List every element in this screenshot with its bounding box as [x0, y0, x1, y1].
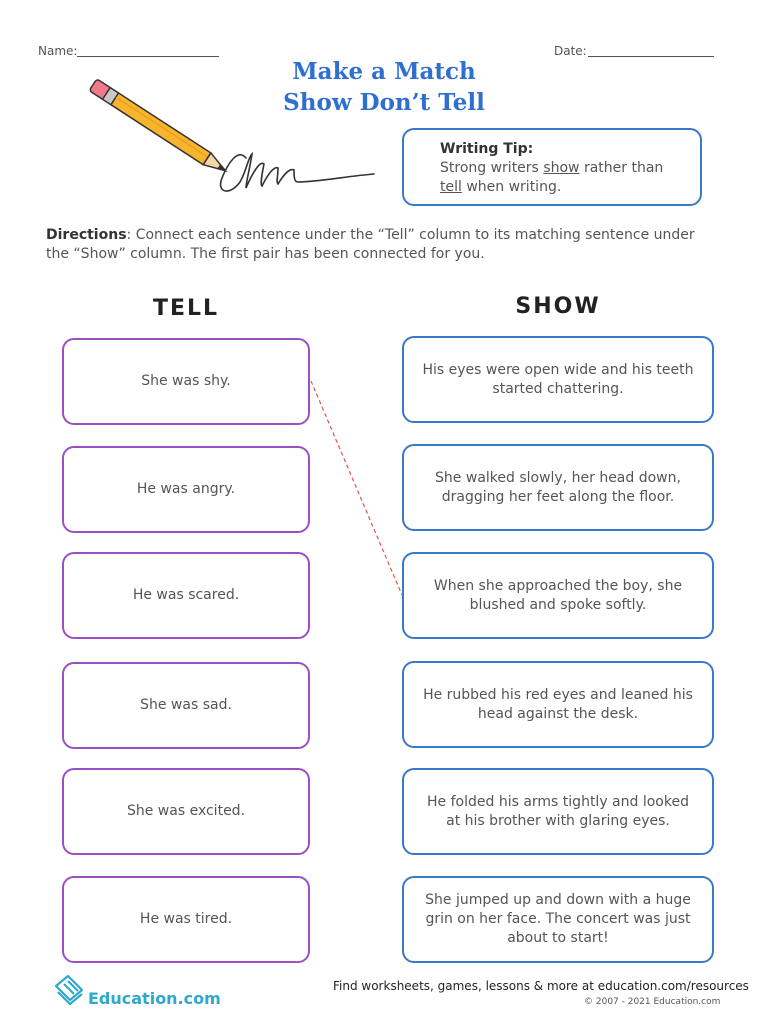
show-card-text: His eyes were open wide and his teeth started chattering.: [422, 361, 694, 397]
footer-resources[interactable]: Find worksheets, games, lessons & more at education.com/resources: [333, 979, 749, 993]
writing-tip-box: [402, 128, 702, 206]
directions-label: Directions: [46, 227, 127, 243]
tell-card[interactable]: [62, 768, 310, 855]
tell-card-text: He was angry.: [136, 481, 236, 497]
tip-show-word: show: [543, 160, 580, 176]
tip-line-1: [440, 159, 700, 178]
show-card[interactable]: [402, 444, 714, 531]
tip-text: when writing.: [461, 179, 562, 195]
tell-heading: TELL: [152, 296, 220, 321]
title-line-2: Show Don’t Tell: [283, 89, 485, 116]
tell-card[interactable]: [62, 338, 310, 425]
date-label: Date:: [554, 44, 587, 58]
show-card[interactable]: [402, 552, 714, 639]
show-card-text: She jumped up and down with a huge grin on her face. The concert was just about to start!: [425, 892, 691, 946]
tip-text: rather than: [579, 160, 664, 176]
show-card-text: He folded his arms tightly and looked at his brother with glaring eyes.: [427, 793, 689, 829]
show-card[interactable]: [402, 661, 714, 748]
tell-card[interactable]: [62, 446, 310, 533]
directions-text: : Connect each sentence under the “Tell” column to its matching sentence under the “Show” column. The first pair has been connected for you.: [46, 227, 695, 262]
education-logo-icon: [52, 972, 88, 1006]
directions: [46, 226, 706, 264]
tell-card-text: She was shy.: [141, 373, 231, 389]
show-card[interactable]: [402, 876, 714, 963]
tell-card-text: He was scared.: [132, 587, 240, 603]
footer-copyright: © 2007 - 2021 Education.com: [584, 997, 721, 1007]
tell-card[interactable]: [62, 876, 310, 963]
pencil-icon: [88, 78, 388, 203]
show-card[interactable]: [402, 768, 714, 855]
show-card-text: She walked slowly, her head down, dragging her feet along the floor.: [435, 469, 681, 505]
show-heading: SHOW: [515, 294, 601, 319]
tell-card[interactable]: [62, 552, 310, 639]
tip-line-2: [440, 178, 700, 197]
tip-tell-word: tell: [440, 179, 462, 195]
tell-card-text: He was tired.: [139, 911, 233, 927]
tell-card[interactable]: [62, 662, 310, 749]
education-logo-text: Education.com: [88, 989, 221, 1008]
title-line-1: Make a Match: [292, 58, 476, 85]
show-card[interactable]: [402, 336, 714, 423]
tell-card-text: She was excited.: [126, 803, 246, 819]
show-card-text: He rubbed his red eyes and leaned his head against the desk.: [423, 686, 693, 722]
name-label: Name:: [38, 44, 78, 58]
show-card-text: When she approached the boy, she blushed and spoke softly.: [433, 577, 683, 613]
tip-text: Strong writers: [440, 160, 544, 176]
tell-card-text: She was sad.: [140, 697, 232, 713]
tip-title: Writing Tip:: [440, 141, 534, 157]
